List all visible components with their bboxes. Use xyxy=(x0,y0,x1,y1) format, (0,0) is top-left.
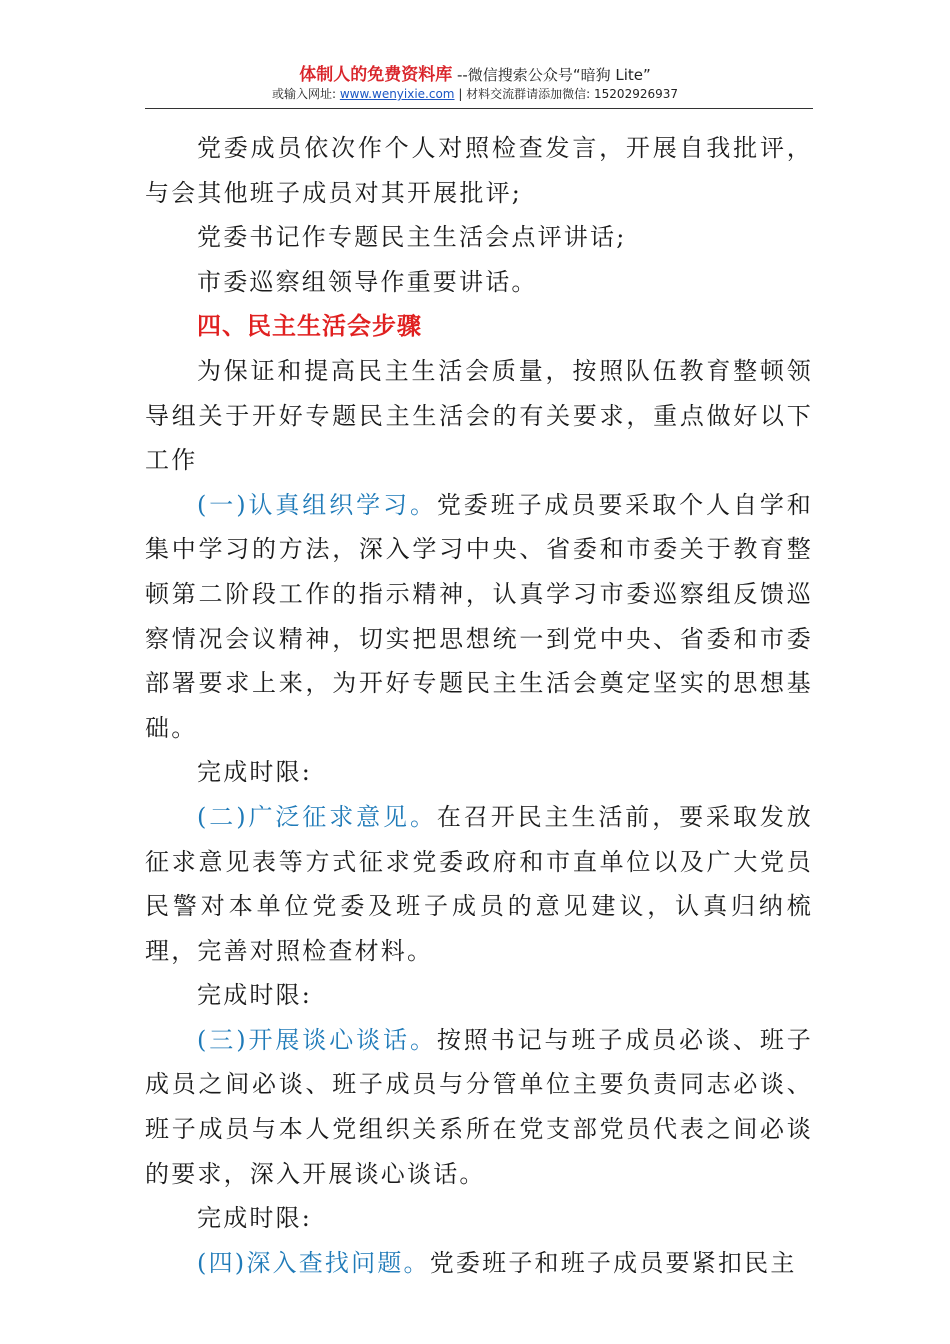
item-heading: (四)深入查找问题。 xyxy=(197,1248,430,1277)
document-body xyxy=(145,126,813,1285)
item-heading: (三)开展谈心谈话。 xyxy=(197,1025,437,1054)
item-text: 党委班子成员要采取个人自学和集中学习的方法，深入学习中央、省委和市委关于教育整顿第二阶段工作的指示精神，认真学习市委巡察组反馈巡察情况会议精神，切实把思想统一到党中央、省委和市委部署要求上来，为开好专题民主生活会奠定坚实的思想基础。 xyxy=(145,490,813,742)
deadline-label: 完成时限: xyxy=(197,1204,313,1233)
list-item xyxy=(145,483,813,751)
list-item xyxy=(145,1241,813,1286)
deadline-label: 完成时限: xyxy=(197,758,313,787)
item-heading: (一)认真组织学习。 xyxy=(197,490,437,519)
item-heading: (二)广泛征求意见。 xyxy=(197,802,437,831)
item-text: 在召开民主生活前，要采取发放征求意见表等方式征求党委政府和市直单位以及广大党员民警对本单位党委及班子成员的意见建议，认真归纳梳理，完善对照检查材料。 xyxy=(145,802,813,965)
section-heading: 四、民主生活会步骤 xyxy=(197,312,422,341)
deadline-label: 完成时限: xyxy=(197,981,313,1010)
website-link[interactable]: www.wenyixie.com xyxy=(339,87,455,101)
paragraph: 党委成员依次作个人对照检查发言，开展自我批评，与会其他班子成员对其开展批评; xyxy=(145,134,813,207)
url-prefix: 或输入网址: xyxy=(271,87,340,101)
header-tagline: --微信搜索公众号“暗狗 Lite” xyxy=(452,66,651,84)
paragraph: 党委书记作专题民主生活会点评讲话; xyxy=(197,223,627,252)
header-line-2 xyxy=(0,86,950,102)
brand-title: 体制人的免费资料库 xyxy=(299,65,453,85)
page-header xyxy=(0,66,950,102)
item-text: 党委班子和班子成员要紧扣民主 xyxy=(429,1248,797,1277)
list-item xyxy=(145,795,813,973)
header-line-1 xyxy=(0,66,950,84)
header-divider xyxy=(145,108,813,109)
item-text: 按照书记与班子成员必谈、班子成员之间必谈、班子成员与分管单位主要负责同志必谈、班子成员与本人党组织关系所在党支部党员代表之间必谈的要求，深入开展谈心谈话。 xyxy=(145,1025,813,1188)
paragraph: 市委巡察组领导作重要讲话。 xyxy=(197,267,538,296)
paragraph: 为保证和提高民主生活会质量，按照队伍教育整顿领导组关于开好专题民主生活会的有关要求，重点做好以下工作 xyxy=(145,356,813,475)
contact-info: | 材料交流群请添加微信: 15202926937 xyxy=(454,87,679,101)
list-item xyxy=(145,1018,813,1196)
